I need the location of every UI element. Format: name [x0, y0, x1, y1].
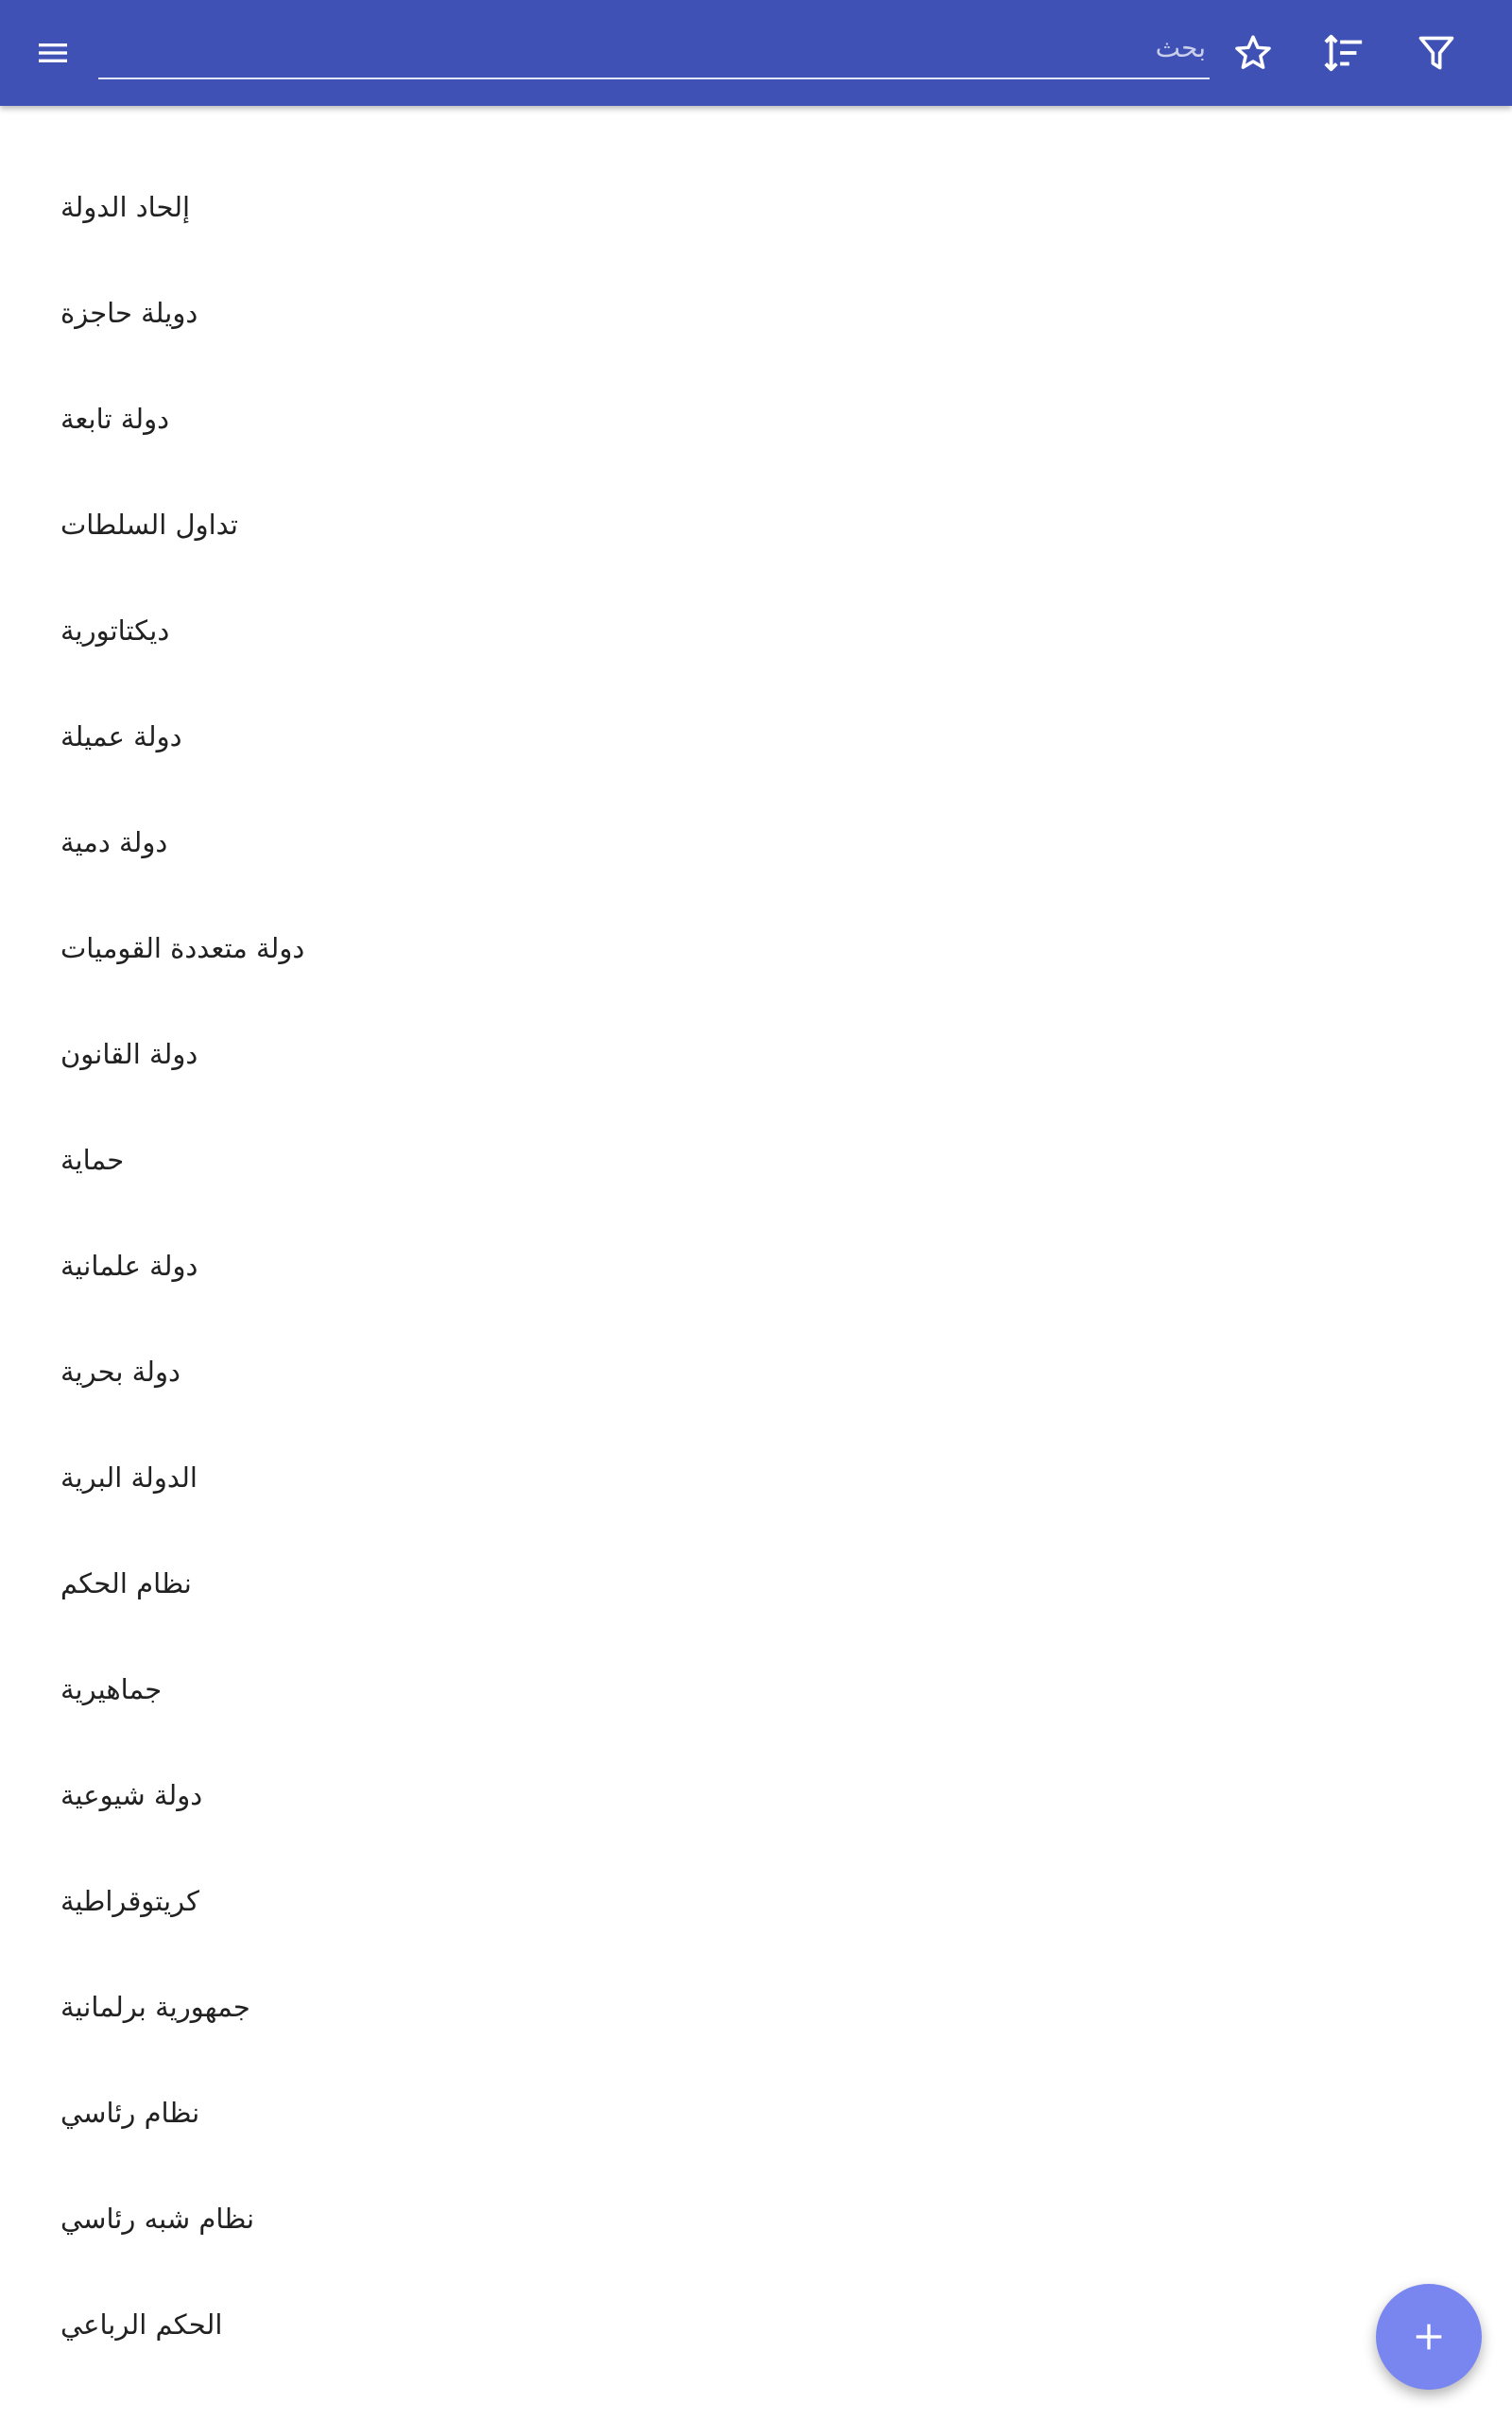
sort-button[interactable] [1314, 23, 1374, 83]
list-item-label [60, 424, 238, 541]
list-item-text: إلحاد الدولة [60, 190, 191, 223]
list-item-text: دولة دمية [60, 825, 168, 858]
list-item[interactable] [0, 1482, 1512, 1599]
list-item[interactable] [0, 106, 1512, 223]
list-item-label [60, 1800, 199, 1917]
list-item-text: نظام شبه رئاسي [60, 2202, 255, 2235]
favorites-button[interactable] [1223, 23, 1283, 83]
sort-icon [1322, 31, 1366, 75]
list-item-label [60, 2223, 223, 2341]
search-input[interactable] [98, 21, 1210, 74]
list-item[interactable] [0, 1800, 1512, 1917]
list-item[interactable] [0, 741, 1512, 858]
list-item[interactable] [0, 2118, 1512, 2235]
list-item-text: دولة شيوعية [60, 1778, 203, 1811]
list-item[interactable] [0, 1376, 1512, 1494]
list-item[interactable] [0, 424, 1512, 541]
list-item-label [60, 953, 198, 1070]
list-item-text: الدولة البرية [60, 1461, 198, 1494]
list-item[interactable] [0, 212, 1512, 329]
list-item-label [60, 106, 191, 223]
menu-button[interactable] [23, 23, 83, 83]
list-item[interactable] [0, 1906, 1512, 2023]
menu-icon [34, 34, 72, 72]
list-item[interactable] [0, 1694, 1512, 1811]
list-item[interactable] [0, 1059, 1512, 1176]
list-item-label [60, 1906, 250, 2023]
list-item-label [60, 741, 168, 858]
terms-list [0, 106, 1512, 2341]
plus-icon [1410, 2318, 1448, 2356]
list-item-label [60, 212, 198, 329]
list-item[interactable] [0, 953, 1512, 1070]
add-button[interactable] [1376, 2284, 1482, 2390]
list-item-text: الحكم الرباعي [60, 2308, 223, 2341]
list-item-label [60, 1694, 203, 1811]
list-item-text: دولة القانون [60, 1037, 198, 1070]
list-item[interactable] [0, 2223, 1512, 2341]
list-item[interactable] [0, 529, 1512, 647]
list-item-label [60, 318, 170, 435]
list-item[interactable] [0, 1270, 1512, 1388]
list-item-label [60, 1059, 125, 1176]
list-item-text: جمهورية برلمانية [60, 1990, 250, 2023]
list-item[interactable] [0, 847, 1512, 964]
list-item-text: دولة بحرية [60, 1355, 180, 1388]
star-icon [1232, 32, 1274, 74]
list-item-text: تداول السلطات [60, 508, 238, 541]
list-item-text: ديكتاتورية [60, 614, 170, 647]
list-item-text: دولة متعددة القوميات [60, 931, 305, 964]
filter-icon [1416, 32, 1457, 74]
list-item[interactable] [0, 635, 1512, 752]
list-item-text: دولة تابعة [60, 402, 170, 435]
list-item-label [60, 1482, 192, 1599]
list-item-text: حماية [60, 1143, 125, 1176]
list-item-text: دويلة حاجزة [60, 296, 198, 329]
list-item-label [60, 847, 305, 964]
list-item[interactable] [0, 2012, 1512, 2129]
list-item-text: نظام رئاسي [60, 2096, 200, 2129]
list-item-label [60, 2118, 255, 2235]
list-item-label [60, 635, 182, 752]
list-item-label [60, 1165, 198, 1282]
filter-button[interactable] [1406, 23, 1467, 83]
list-item-text: دولة عميلة [60, 719, 182, 752]
list-item-label [60, 529, 170, 647]
list-item-text: نظام الحكم [60, 1566, 192, 1599]
list-item-label [60, 1270, 180, 1388]
list-item-text: دولة علمانية [60, 1249, 198, 1282]
list-item-text: كريتوقراطية [60, 1884, 199, 1917]
list-item-label [60, 2012, 200, 2129]
list-item-text: جماهيرية [60, 1672, 163, 1705]
list-item[interactable] [0, 1588, 1512, 1705]
list-item[interactable] [0, 318, 1512, 435]
list-item-label [60, 1376, 198, 1494]
top-app-bar [0, 0, 1512, 106]
list-item[interactable] [0, 1165, 1512, 1282]
list-item-label [60, 1588, 163, 1705]
search-field [98, 21, 1210, 79]
